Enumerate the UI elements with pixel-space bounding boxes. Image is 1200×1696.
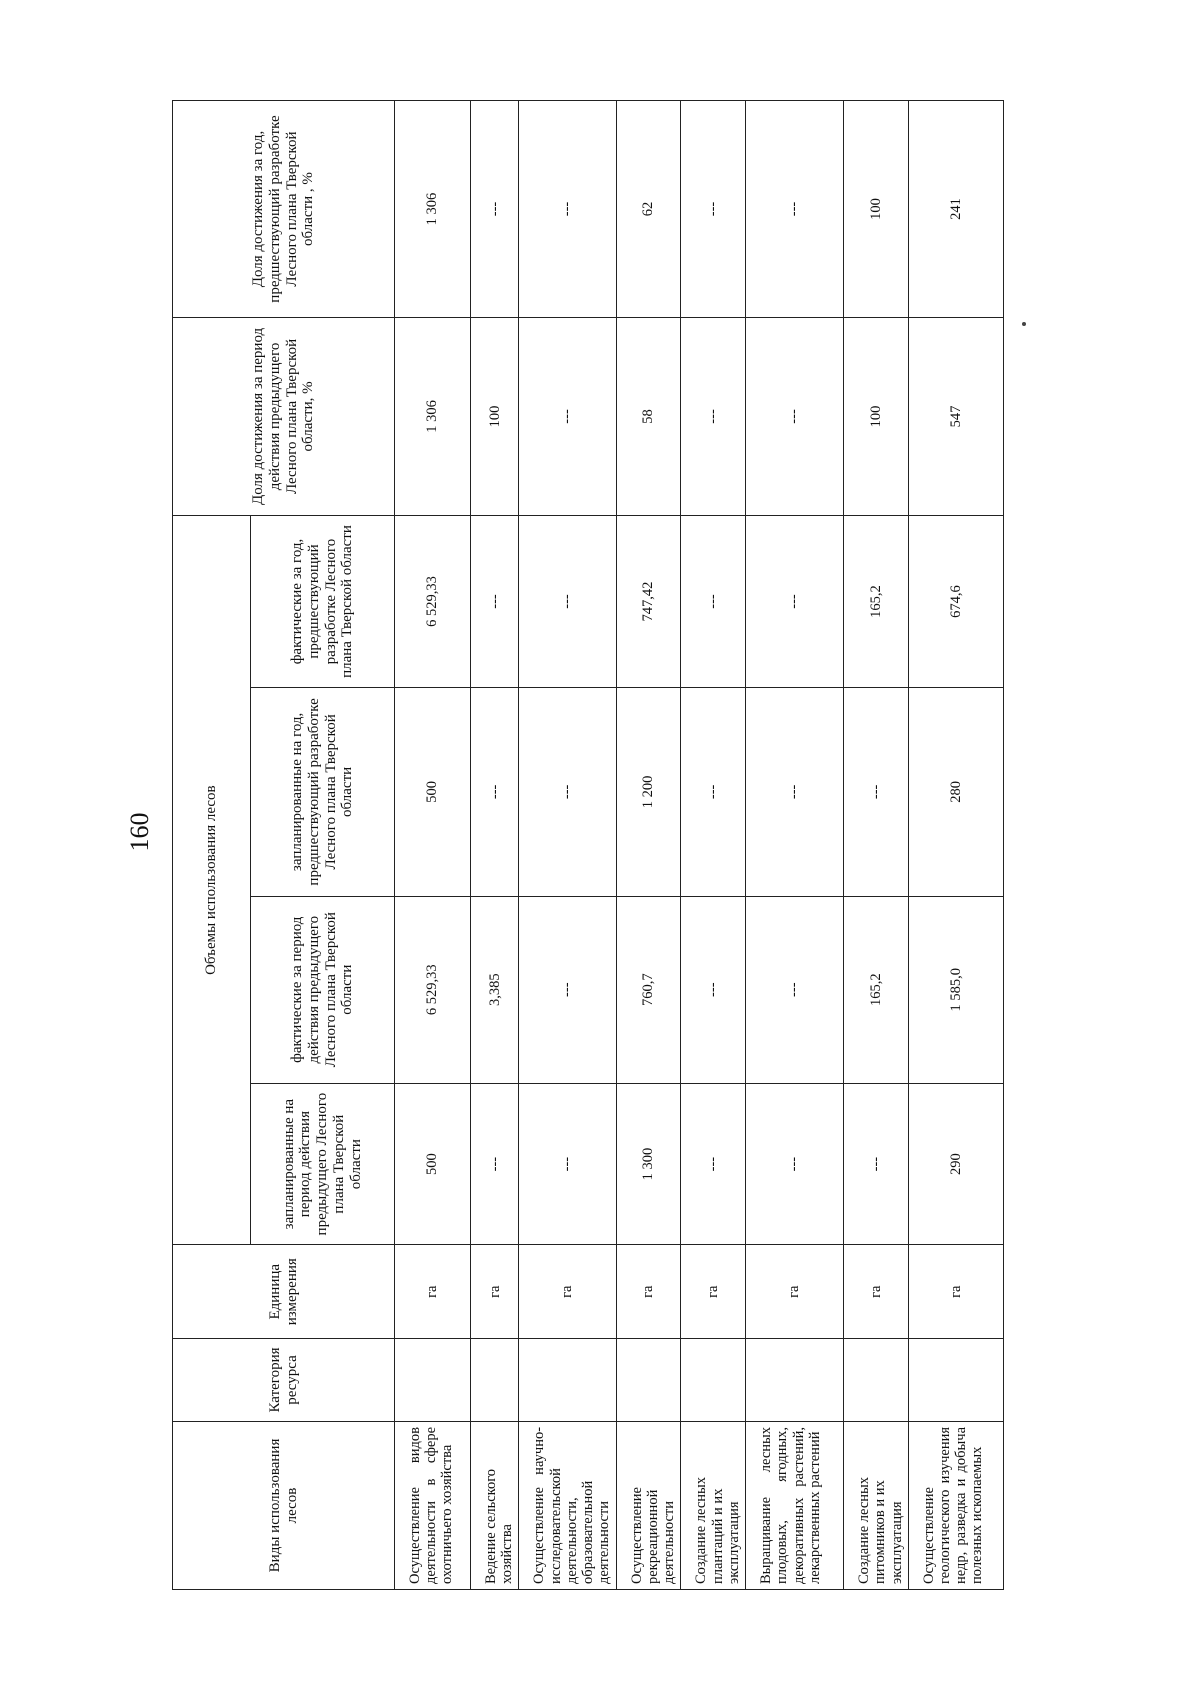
table-row <box>844 101 909 1590</box>
cell-actual-period: --- <box>519 896 616 1083</box>
cell-unit: га <box>844 1245 909 1339</box>
cell-share-year: 1 306 <box>395 101 471 318</box>
cell-planned-year: --- <box>519 688 616 896</box>
cell-planned-period: --- <box>471 1083 519 1245</box>
cell-unit: га <box>681 1245 746 1339</box>
header-actual-period: фактические за период действия предыдущего Лесного плана Тверской области <box>251 896 395 1083</box>
cell-actual-period: 760,7 <box>616 896 681 1083</box>
cell-share-period: 100 <box>844 318 909 516</box>
cell-kind: Ведение сельского хозяйства <box>471 1421 519 1589</box>
table-row <box>395 101 471 1590</box>
header-unit: Единица измерения <box>173 1245 395 1339</box>
cell-unit: га <box>746 1245 844 1339</box>
cell-actual-period: 6 529,33 <box>395 896 471 1083</box>
cell-planned-period: --- <box>519 1083 616 1245</box>
cell-unit: га <box>519 1245 616 1339</box>
cell-planned-year: --- <box>681 688 746 896</box>
cell-kind: Создание лесных плантаций и их эксплуатация <box>681 1421 746 1589</box>
cell-share-period: --- <box>746 318 844 516</box>
cell-share-year: 62 <box>616 101 681 318</box>
cell-category <box>471 1339 519 1422</box>
cell-share-period: 100 <box>471 318 519 516</box>
cell-actual-year: --- <box>681 515 746 687</box>
header-share-year: Доля достижения за год, предшествующий разработке Лесного плана Тверской области , % <box>173 101 395 318</box>
cell-kind: Выращивание лесных плодовых, ягодных, декоративных растений, лекарственных растений <box>746 1421 844 1589</box>
cell-actual-period: 3,385 <box>471 896 519 1083</box>
cell-actual-period: --- <box>681 896 746 1083</box>
header-volumes-group: Объемы использования лесов <box>173 515 251 1245</box>
cell-category <box>844 1339 909 1422</box>
cell-share-year: 241 <box>908 101 1003 318</box>
cell-share-period: 547 <box>908 318 1003 516</box>
cell-actual-year: 6 529,33 <box>395 515 471 687</box>
cell-planned-period: 290 <box>908 1083 1003 1245</box>
cell-planned-period: --- <box>844 1083 909 1245</box>
table-row <box>746 101 844 1590</box>
cell-share-year: 100 <box>844 101 909 318</box>
forest-use-table-container <box>172 100 986 1590</box>
cell-unit: га <box>471 1245 519 1339</box>
cell-planned-period: 500 <box>395 1083 471 1245</box>
cell-share-period: --- <box>681 318 746 516</box>
cell-share-year: --- <box>519 101 616 318</box>
cell-actual-year: 165,2 <box>844 515 909 687</box>
header-actual-year: фактические за год, предшествующий разработке Лесного плана Тверской области <box>251 515 395 687</box>
cell-category <box>395 1339 471 1422</box>
table-row <box>616 101 681 1590</box>
header-planned-period: запланированные на период действия предыдущего Лесного плана Тверской области <box>251 1083 395 1245</box>
cell-share-year: --- <box>746 101 844 318</box>
cell-kind: Осуществление видов деятельности в сфере охотничьего хозяйства <box>395 1421 471 1589</box>
cell-planned-period: --- <box>746 1083 844 1245</box>
cell-planned-year: --- <box>471 688 519 896</box>
cell-actual-period: 1 585,0 <box>908 896 1003 1083</box>
cell-category <box>746 1339 844 1422</box>
table-row <box>471 101 519 1590</box>
header-category: Категория ресурса <box>173 1339 395 1422</box>
cell-share-year: --- <box>681 101 746 318</box>
cell-actual-year: --- <box>519 515 616 687</box>
cell-actual-year: --- <box>746 515 844 687</box>
header-kind: Виды использования лесов <box>173 1421 395 1589</box>
cell-unit: га <box>616 1245 681 1339</box>
cell-actual-year: --- <box>471 515 519 687</box>
cell-actual-period: 165,2 <box>844 896 909 1083</box>
cell-category <box>908 1339 1003 1422</box>
cell-category <box>681 1339 746 1422</box>
cell-planned-period: 1 300 <box>616 1083 681 1245</box>
cell-unit: га <box>395 1245 471 1339</box>
cell-share-period: --- <box>519 318 616 516</box>
table-row <box>908 101 1003 1590</box>
cell-actual-year: 674,6 <box>908 515 1003 687</box>
cell-kind: Создание лесных питомников и их эксплуатация <box>844 1421 909 1589</box>
cell-actual-period: --- <box>746 896 844 1083</box>
cell-planned-year: 280 <box>908 688 1003 896</box>
header-planned-year: запланированные на год, предшествующий разработке Лесного плана Тверской области <box>251 688 395 896</box>
cell-share-period: 1 306 <box>395 318 471 516</box>
cell-planned-year: --- <box>844 688 909 896</box>
scan-speck <box>1022 322 1026 326</box>
forest-use-table <box>172 100 1004 1590</box>
page-number: 160 <box>125 812 154 852</box>
cell-planned-year: 500 <box>395 688 471 896</box>
cell-category <box>519 1339 616 1422</box>
cell-kind: Осуществление рекреационной деятельности <box>616 1421 681 1589</box>
cell-planned-year: 1 200 <box>616 688 681 896</box>
cell-share-period: 58 <box>616 318 681 516</box>
cell-planned-period: --- <box>681 1083 746 1245</box>
cell-unit: га <box>908 1245 1003 1339</box>
cell-planned-year: --- <box>746 688 844 896</box>
header-share-period: Доля достижения за период действия предыдущего Лесного плана Тверской области, % <box>173 318 395 516</box>
cell-category <box>616 1339 681 1422</box>
table-row <box>681 101 746 1590</box>
table-row <box>519 101 616 1590</box>
cell-kind: Осуществление геологического изучения недр, разведка и добыча полезных ископаемых <box>908 1421 1003 1589</box>
cell-kind: Осуществление научно-исследовательской деятельности, образовательной деятельности <box>519 1421 616 1589</box>
cell-actual-year: 747,42 <box>616 515 681 687</box>
cell-share-year: --- <box>471 101 519 318</box>
